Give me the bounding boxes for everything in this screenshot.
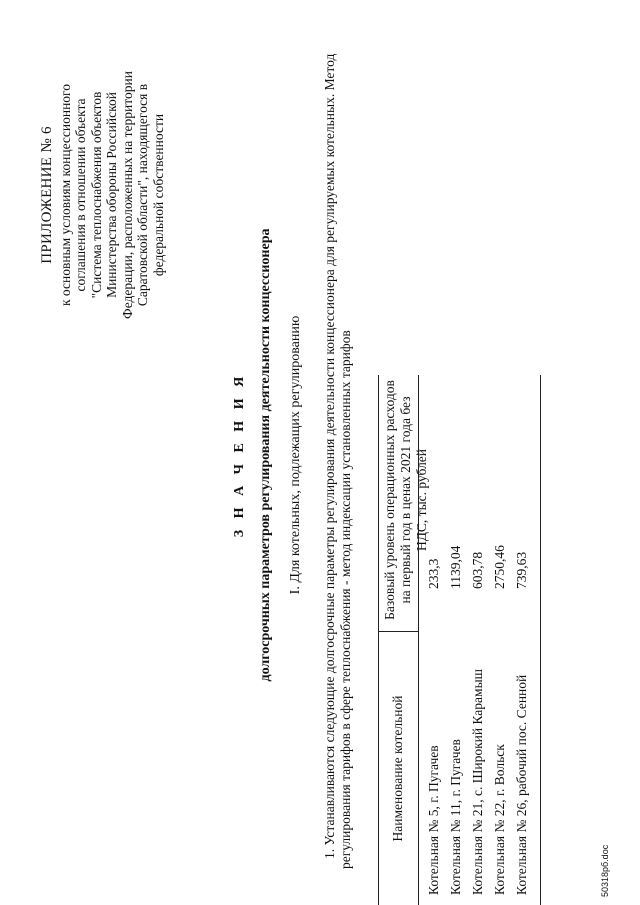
opex-value: 739,63 xyxy=(514,551,529,589)
appendix-line: соглашения в отношении объекта xyxy=(73,98,88,292)
table-bottom-border xyxy=(540,375,541,905)
table-row xyxy=(468,375,490,905)
opex-value: 603,78 xyxy=(470,551,485,589)
paragraph-1: 1. Устанавливаются следующие долгосрочные параметры регулирования деятельности концессионера для регулируемых котельных. Метод регулирования тарифов в сфере теплоснабжения - метод индексации установленных тарифов xyxy=(322,53,353,869)
appendix-line: Министерства обороны Российской xyxy=(104,92,119,298)
appendix-block xyxy=(40,30,166,360)
opex-value: 2750,46 xyxy=(492,545,507,589)
section-heading: I. Для котельных, подлежащих регулированию xyxy=(288,315,303,595)
opex-value: 233,3 xyxy=(426,558,441,589)
boiler-name: Котельная № 11, г. Пугачев xyxy=(448,739,463,895)
table-row xyxy=(490,375,512,905)
opex-value: 1139,04 xyxy=(448,545,463,589)
appendix-line: федеральной собственности xyxy=(150,113,166,277)
table-header-border xyxy=(418,375,419,905)
table-top-border xyxy=(378,375,379,905)
column-header-opex: Базовый уровень операционных расходов на первый год в ценах 2021 года без НДС, тыс. рублей xyxy=(382,380,429,620)
boiler-name: Котельная № 21, с. Широкий Карамыш xyxy=(470,668,485,895)
boiler-name: Котельная № 5, г. Пугачев xyxy=(426,745,441,895)
appendix-line: к основным условиям концессионного xyxy=(57,83,73,307)
boiler-name: Котельная № 22, г. Вольск xyxy=(492,744,507,895)
table-row xyxy=(424,375,446,905)
boiler-name: Котельная № 26, рабочий пос. Сенной xyxy=(514,674,529,895)
table-row xyxy=(512,375,534,905)
table-row xyxy=(446,375,468,905)
appendix-line: Федерации, расположенных на территории xyxy=(119,71,135,319)
appendix-title: ПРИЛОЖЕНИЕ № 6 xyxy=(39,126,55,264)
document-subtitle: долгосрочных параметров регулирования деятельности концессионера xyxy=(258,228,273,682)
file-footer: 50318рб.doc xyxy=(600,844,610,897)
document-title: З Н А Ч Е Н И Я xyxy=(232,372,247,538)
appendix-line: Саратовской области", находящегося в xyxy=(135,83,150,307)
column-header-name: Наименование котельной xyxy=(390,695,405,842)
appendix-line: "Система теплоснабжения объектов xyxy=(88,91,104,299)
